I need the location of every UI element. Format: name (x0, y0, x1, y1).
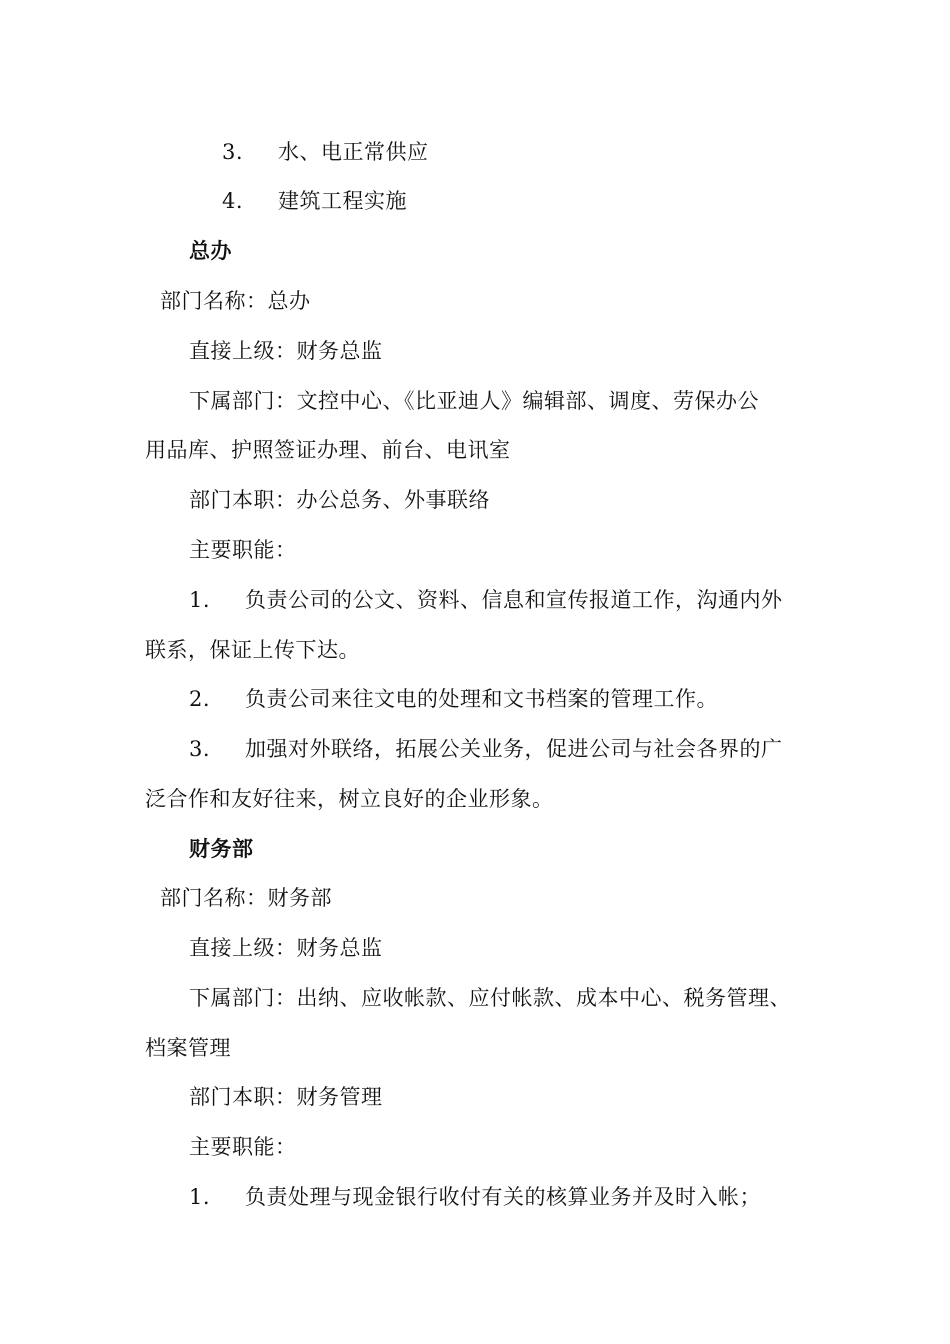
function-number: 2. (189, 687, 211, 711)
function-text: 负责公司来往文电的处理和文书档案的管理工作。 (245, 687, 718, 711)
list-text: 建筑工程实施 (278, 189, 407, 213)
list-text: 水、电正常供应 (278, 140, 429, 164)
dept-duty: 部门本职：办公总务、外事联络 (189, 488, 490, 512)
direct-superior: 直接上级：财务总监 (189, 339, 383, 363)
function-text: 负责公司的公文、资料、信息和宣传报道工作，沟通内外 (245, 588, 783, 612)
functions-label: 主要职能： (189, 538, 297, 562)
section-heading: 财务部 (189, 837, 254, 861)
list-item (222, 187, 407, 215)
function-number: 3. (189, 737, 211, 761)
dept-name: 部门名称：总办 (160, 289, 311, 313)
section-heading: 总办 (189, 239, 232, 263)
subordinate-depts-cont: 档案管理 (145, 1036, 231, 1060)
function-item-cont: 联系，保证上传下达。 (145, 638, 360, 662)
dept-duty: 部门本职：财务管理 (189, 1085, 383, 1109)
subordinate-depts: 下属部门：出纳、应收帐款、应付帐款、成本中心、税务管理、 (189, 986, 791, 1010)
function-number: 1. (189, 1185, 211, 1209)
function-text: 加强对外联络，拓展公关业务，促进公司与社会各界的广 (245, 737, 783, 761)
direct-superior: 直接上级：财务总监 (189, 936, 383, 960)
subordinate-depts-cont: 用品库、护照签证办理、前台、电讯室 (145, 438, 511, 462)
functions-label: 主要职能： (189, 1135, 297, 1159)
function-item (189, 735, 783, 763)
function-number: 1. (189, 588, 211, 612)
list-number: 3. (222, 140, 244, 164)
function-item (189, 685, 718, 713)
function-item (189, 586, 783, 614)
function-text: 负责处理与现金银行收付有关的核算业务并及时入帐； (245, 1185, 761, 1209)
list-item (222, 138, 429, 166)
list-number: 4. (222, 189, 244, 213)
subordinate-depts: 下属部门：文控中心、《比亚迪人》编辑部、调度、劳保办公 (189, 389, 759, 413)
function-item (189, 1183, 761, 1211)
dept-name: 部门名称：财务部 (160, 886, 332, 910)
function-item-cont: 泛合作和友好往来，树立良好的企业形象。 (145, 787, 554, 811)
